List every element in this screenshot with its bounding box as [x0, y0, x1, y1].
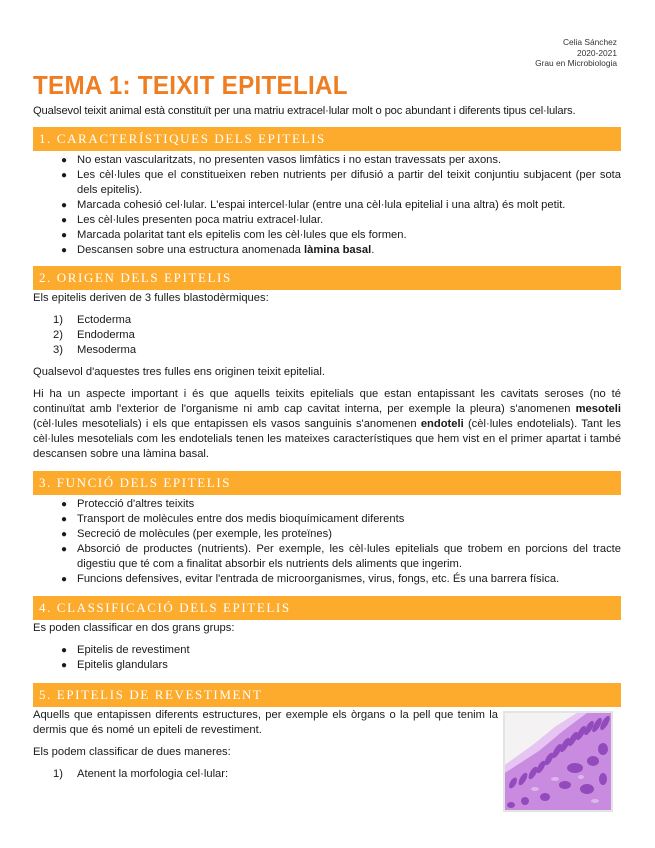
degree-name: Grau en Microbiologia [535, 58, 617, 68]
document-meta [535, 37, 617, 69]
list-item: ● Epitelis de revestiment [61, 644, 190, 656]
term-endoteli: endoteli [420, 418, 464, 430]
bullet-icon: ● [61, 215, 68, 226]
section-body-classificacio [33, 621, 621, 673]
mesoteli-endoteli-paragraph: Hi ha un aspecte important i és que aquells teixits epitelials que estan entapissant les cavitats seroses (no té continuïtat amb l'exterior de l'organisme ni amb cap cavitat interna, per exemple la pleura) s'anomenen mesoteli (cèl·lules mesotelials) i els que entapissen els vasos sanguinis s'anomenen endoteli (cèl·lules endotelials). Tant les cèl·lules mesotelials com les endotelials tenen les mateixes característiques que hem vist en el primer apartat i també descansen sobre una làmina basal. [33, 388, 621, 460]
list-item: 2) Endoderma [53, 329, 135, 341]
micrograph-illustration [505, 713, 611, 810]
bullet-icon: ● [61, 544, 68, 555]
list-item: ● No estan vascularitzats, no presenten vasos limfàtics i no estan travessats per axons. [61, 154, 502, 166]
functions-list [33, 497, 621, 587]
epithelium-micrograph-image [503, 711, 613, 812]
term-lamina-basal: làmina basal [304, 244, 372, 256]
origin-after: Qualsevol d'aquestes tres fulles ens originen teixit epitelial. [33, 366, 325, 378]
section-heading-funcio: 3. FUNCIÓ DELS EPITELIS [33, 471, 621, 495]
list-item: ● Secreció de molècules (per exemple, les proteïnes) [61, 528, 332, 540]
revestiment-criteria-list [33, 767, 498, 782]
classification-lead: Es poden classificar en dos grans grups: [33, 622, 235, 634]
bullet-icon: ● [61, 645, 68, 656]
revestiment-lead-2: Els podem classificar de dues maneres: [33, 746, 231, 758]
section-heading-revestiment: 5. EPITELIS DE REVESTIMENT [33, 683, 621, 707]
bullet-icon: ● [61, 660, 68, 671]
bullet-icon: ● [61, 155, 68, 166]
list-item: ● Marcada polaritat tant els epitelis com les cèl·lules que els formen. [61, 229, 407, 241]
list-item: 1) Atenent la morfologia cel·lular: [53, 768, 229, 780]
origin-lead: Els epitelis deriven de 3 fulles blastodèrmiques: [33, 292, 269, 304]
bullet-icon: ● [61, 499, 68, 510]
list-item: ● Epitelis glandulars [61, 659, 168, 671]
list-item: ● Les cèl·lules que el constitueixen reben nutrients per difusió a partir del teixit conjuntiu subjacent (per sota dels epitelis). [61, 169, 621, 196]
bullet-icon: ● [61, 514, 68, 525]
bullet-icon: ● [61, 230, 68, 241]
section-body-caracteristiques [33, 153, 621, 258]
section-body-origen [33, 291, 621, 462]
section-heading-caracteristiques: 1. CARACTERÍSTIQUES DELS EPITELIS [33, 127, 621, 151]
intro-paragraph: Qualsevol teixit animal està constituït per una matriu extracel·lular molt o poc abundant i diferents tipus cel·lulars. [33, 105, 576, 117]
bullet-icon: ● [61, 200, 68, 211]
list-item: 3) Mesoderma [53, 344, 137, 356]
section-heading-origen: 2. ORIGEN DELS EPITELIS [33, 266, 621, 290]
academic-year: 2020-2021 [576, 47, 617, 58]
characteristics-list [33, 153, 621, 258]
section-heading-classificacio: 4. CLASSIFICACIÓ DELS EPITELIS [33, 596, 621, 620]
germ-layers-list [33, 313, 621, 358]
classification-list [33, 643, 621, 673]
list-item: ● Marcada cohesió cel·lular. L'espai intercel·lular (entre una cèl·lula epitelial i una altra) és molt petit. [61, 199, 566, 211]
bullet-icon: ● [61, 245, 68, 256]
document-title: TEMA 1: TEIXIT EPITELIAL [33, 70, 348, 100]
list-item: ● Descansen sobre una estructura anomenada làmina basal. [61, 244, 375, 256]
section-body-revestiment [33, 708, 498, 782]
bullet-icon: ● [61, 574, 68, 585]
list-item: ● Transport de molècules entre dos medis bioquímicament diferents [61, 513, 405, 525]
section-body-funcio [33, 497, 621, 587]
bullet-icon: ● [61, 170, 68, 181]
author-name: Celia Sánchez [562, 37, 617, 47]
bullet-icon: ● [61, 529, 68, 540]
list-item: ● Protecció d'altres teixits [61, 498, 195, 510]
list-item: ● Absorció de productes (nutrients). Per exemple, les cèl·lules epitelials que trobem en porcions del tracte digestiu que té com a finalitat absorbir els nutrients dels aliments que ingerim. [61, 543, 621, 570]
list-item: ● Funcions defensives, evitar l'entrada de microorganismes, virus, fongs, etc. És una barrera física. [61, 573, 560, 585]
revestiment-lead: Aquells que entapissen diferents estructures, per exemple els òrgans o la pell que tenim la dermis que és nomé un epiteli de revestiment. [33, 709, 498, 736]
term-mesoteli: mesoteli [575, 403, 621, 415]
list-item: ● Les cèl·lules presenten poca matriu extracel·lular. [61, 214, 324, 226]
list-item: 1) Ectoderma [53, 314, 132, 326]
